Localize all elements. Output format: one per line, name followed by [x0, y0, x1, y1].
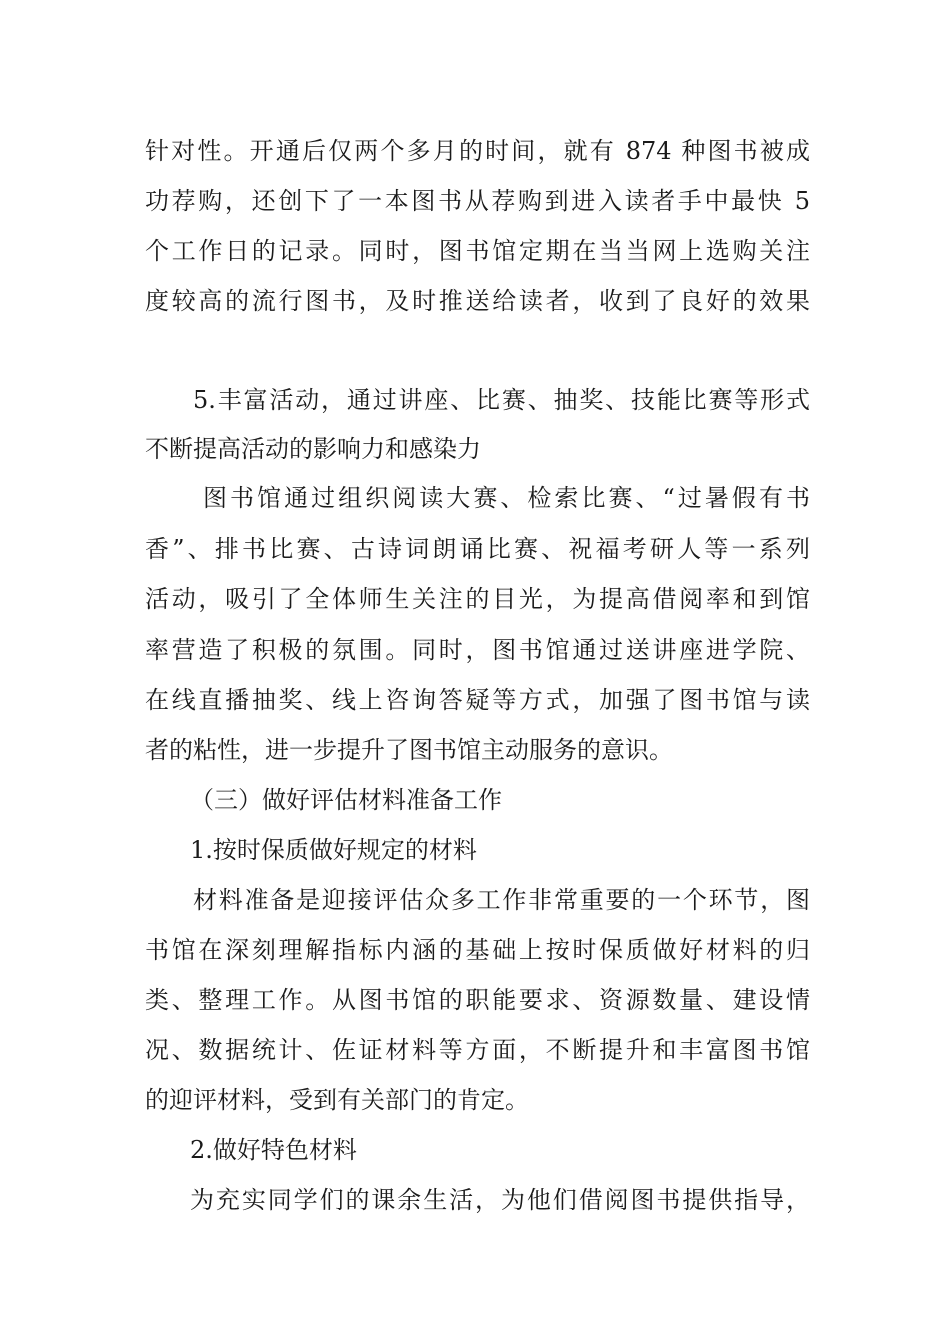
section-heading-line: （三）做好评估材料准备工作 [190, 786, 502, 814]
paragraph-line: 个工作日的记录。同时，图书馆定期在当当网上选购关注 [145, 237, 810, 265]
paragraph-line: 度较高的流行图书，及时推送给读者，收到了良好的效果 [145, 287, 810, 315]
section-heading-line: 5.丰富活动，通过讲座、比赛、抽奖、技能比赛等形式 [193, 386, 810, 414]
paragraph-line: 材料准备是迎接评估众多工作非常重要的一个环节，图 [193, 886, 810, 914]
subsection-heading-line: 1.按时保质做好规定的材料 [190, 836, 477, 864]
paragraph-line: 为充实同学们的课余生活，为他们借阅图书提供指导， [190, 1186, 810, 1214]
paragraph-line: 的迎评材料，受到有关部门的肯定。 [145, 1086, 529, 1114]
paragraph-line: 率营造了积极的氛围。同时，图书馆通过送讲座进学院、 [145, 636, 810, 664]
paragraph-line: 香”、排书比赛、古诗词朗诵比赛、祝福考研人等一系列 [145, 535, 810, 563]
paragraph-line: 功荐购，还创下了一本图书从荐购到进入读者手中最快 5 [145, 187, 810, 215]
paragraph-line: 书馆在深刻理解指标内涵的基础上按时保质做好材料的归 [145, 936, 810, 964]
paragraph-line: 者的粘性，进一步提升了图书馆主动服务的意识。 [145, 736, 673, 764]
paragraph-line: 图书馆通过组织阅读大赛、检索比赛、“过暑假有书 [203, 484, 810, 512]
paragraph-line: 在线直播抽奖、线上咨询答疑等方式，加强了图书馆与读 [145, 686, 810, 714]
paragraph-line: 针对性。开通后仅两个多月的时间，就有 874 种图书被成 [145, 137, 810, 165]
paragraph-line: 况、数据统计、佐证材料等方面，不断提升和丰富图书馆 [145, 1036, 810, 1064]
paragraph-line: 类、整理工作。从图书馆的职能要求、资源数量、建设情 [145, 986, 810, 1014]
section-heading-line: 不断提高活动的影响力和感染力 [145, 435, 481, 463]
paragraph-line: 活动，吸引了全体师生关注的目光，为提高借阅率和到馆 [145, 585, 810, 613]
subsection-heading-line: 2.做好特色材料 [190, 1136, 357, 1164]
